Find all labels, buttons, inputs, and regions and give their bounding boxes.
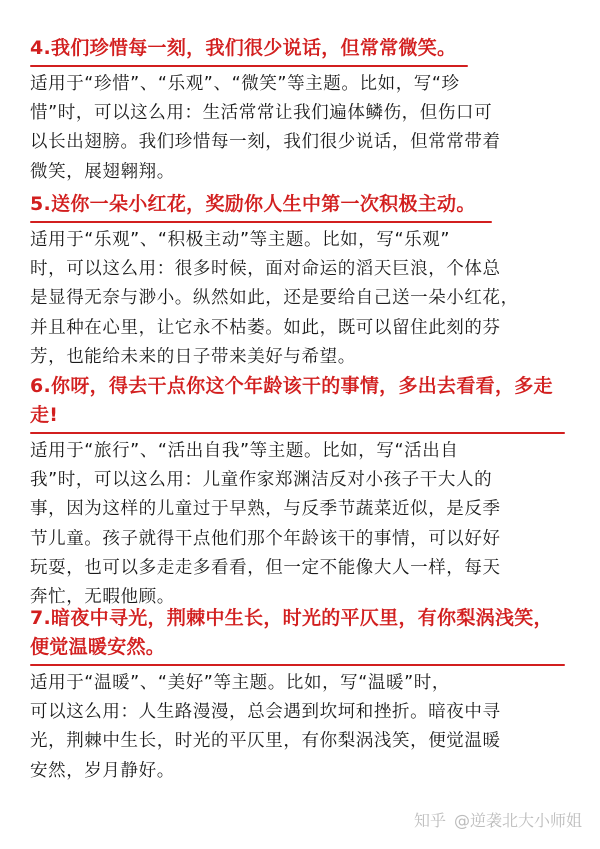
heading-line: 6.你呀，得去干点你这个年龄该干的事情，多出去看看，多走	[30, 375, 553, 397]
body-line: 安然，岁月静好。	[30, 760, 175, 781]
tip-body	[30, 669, 575, 786]
tip-heading	[30, 34, 575, 66]
tip-section-7	[30, 604, 575, 786]
zhihu-watermark	[414, 808, 582, 831]
body-line: 时，可以这么用：很多时候，面对命运的滔天巨浪，个体总	[30, 259, 501, 280]
tip-section-6	[30, 372, 575, 612]
tip-section-4	[30, 34, 575, 187]
body-line: 光，荆棘中生长，时光的平仄里，有你梨涡浅笑，便觉温暖	[30, 731, 501, 752]
tip-body	[30, 70, 575, 187]
body-line: 并且种在心里，让它永不枯萎。如此，既可以留住此刻的芬	[30, 317, 501, 338]
body-line: 适用于“温暖”、“美好”等主题。比如，写“温暖”时，	[30, 673, 450, 693]
tip-heading	[30, 372, 575, 433]
heading-line: 便觉温暖安然。	[30, 636, 166, 658]
heading-line: 走!	[30, 404, 59, 426]
body-line: 可以这么用：人生路漫漫，总会遇到坎坷和挫折。暗夜中寻	[30, 702, 501, 723]
body-line: 节儿童。孩子就得干点他们那个年龄该干的事情，可以好好	[30, 528, 501, 549]
body-line: 适用于“旅行”、“活出自我”等主题。比如，写“活出自	[30, 441, 459, 461]
heading-line: 4.我们珍惜每一刻，我们很少说话，但常常微笑。	[30, 37, 457, 59]
body-line: 奔忙，无暇他顾。	[30, 587, 175, 608]
tip-heading	[30, 190, 575, 222]
tip-heading	[30, 604, 575, 665]
tip-body	[30, 226, 575, 372]
heading-line: 7.暗夜中寻光，荆棘中生长，时光的平仄里，有你梨涡浅笑，	[30, 607, 553, 629]
body-line: 以长出翅膀。我们珍惜每一刻，我们很少说话，但常常带着	[30, 132, 501, 153]
body-line: 惜”时，可以这么用：生活常常让我们遍体鳞伤，但伤口可	[30, 103, 493, 124]
watermark-platform: 知乎	[413, 811, 446, 830]
tip-section-5	[30, 190, 575, 372]
body-line: 玩耍，也可以多走走多看看，但一定不能像大人一样，每天	[30, 557, 501, 578]
body-line: 芳，也能给未来的日子带来美好与希望。	[30, 346, 356, 367]
body-line: 适用于“乐观”、“积极主动”等主题。比如，写“乐观”	[30, 230, 450, 250]
tip-body	[30, 437, 575, 612]
body-line: 我”时，可以这么用：儿童作家郑渊洁反对小孩子干大人的	[30, 470, 493, 491]
body-line: 是显得无奈与渺小。纵然如此，还是要给自己送一朵小红花，	[30, 288, 519, 309]
body-line: 微笑，展翅翱翔。	[30, 161, 175, 182]
heading-line: 5.送你一朵小红花，奖励你人生中第一次积极主动。	[30, 193, 476, 215]
watermark-author: @逆袭北大小师姐	[453, 811, 582, 830]
body-line: 适用于“珍惜”、“乐观”、“微笑”等主题。比如，写“珍	[30, 74, 460, 94]
body-line: 事，因为这样的儿童过于早熟，与反季节蔬菜近似，是反季	[30, 499, 501, 520]
